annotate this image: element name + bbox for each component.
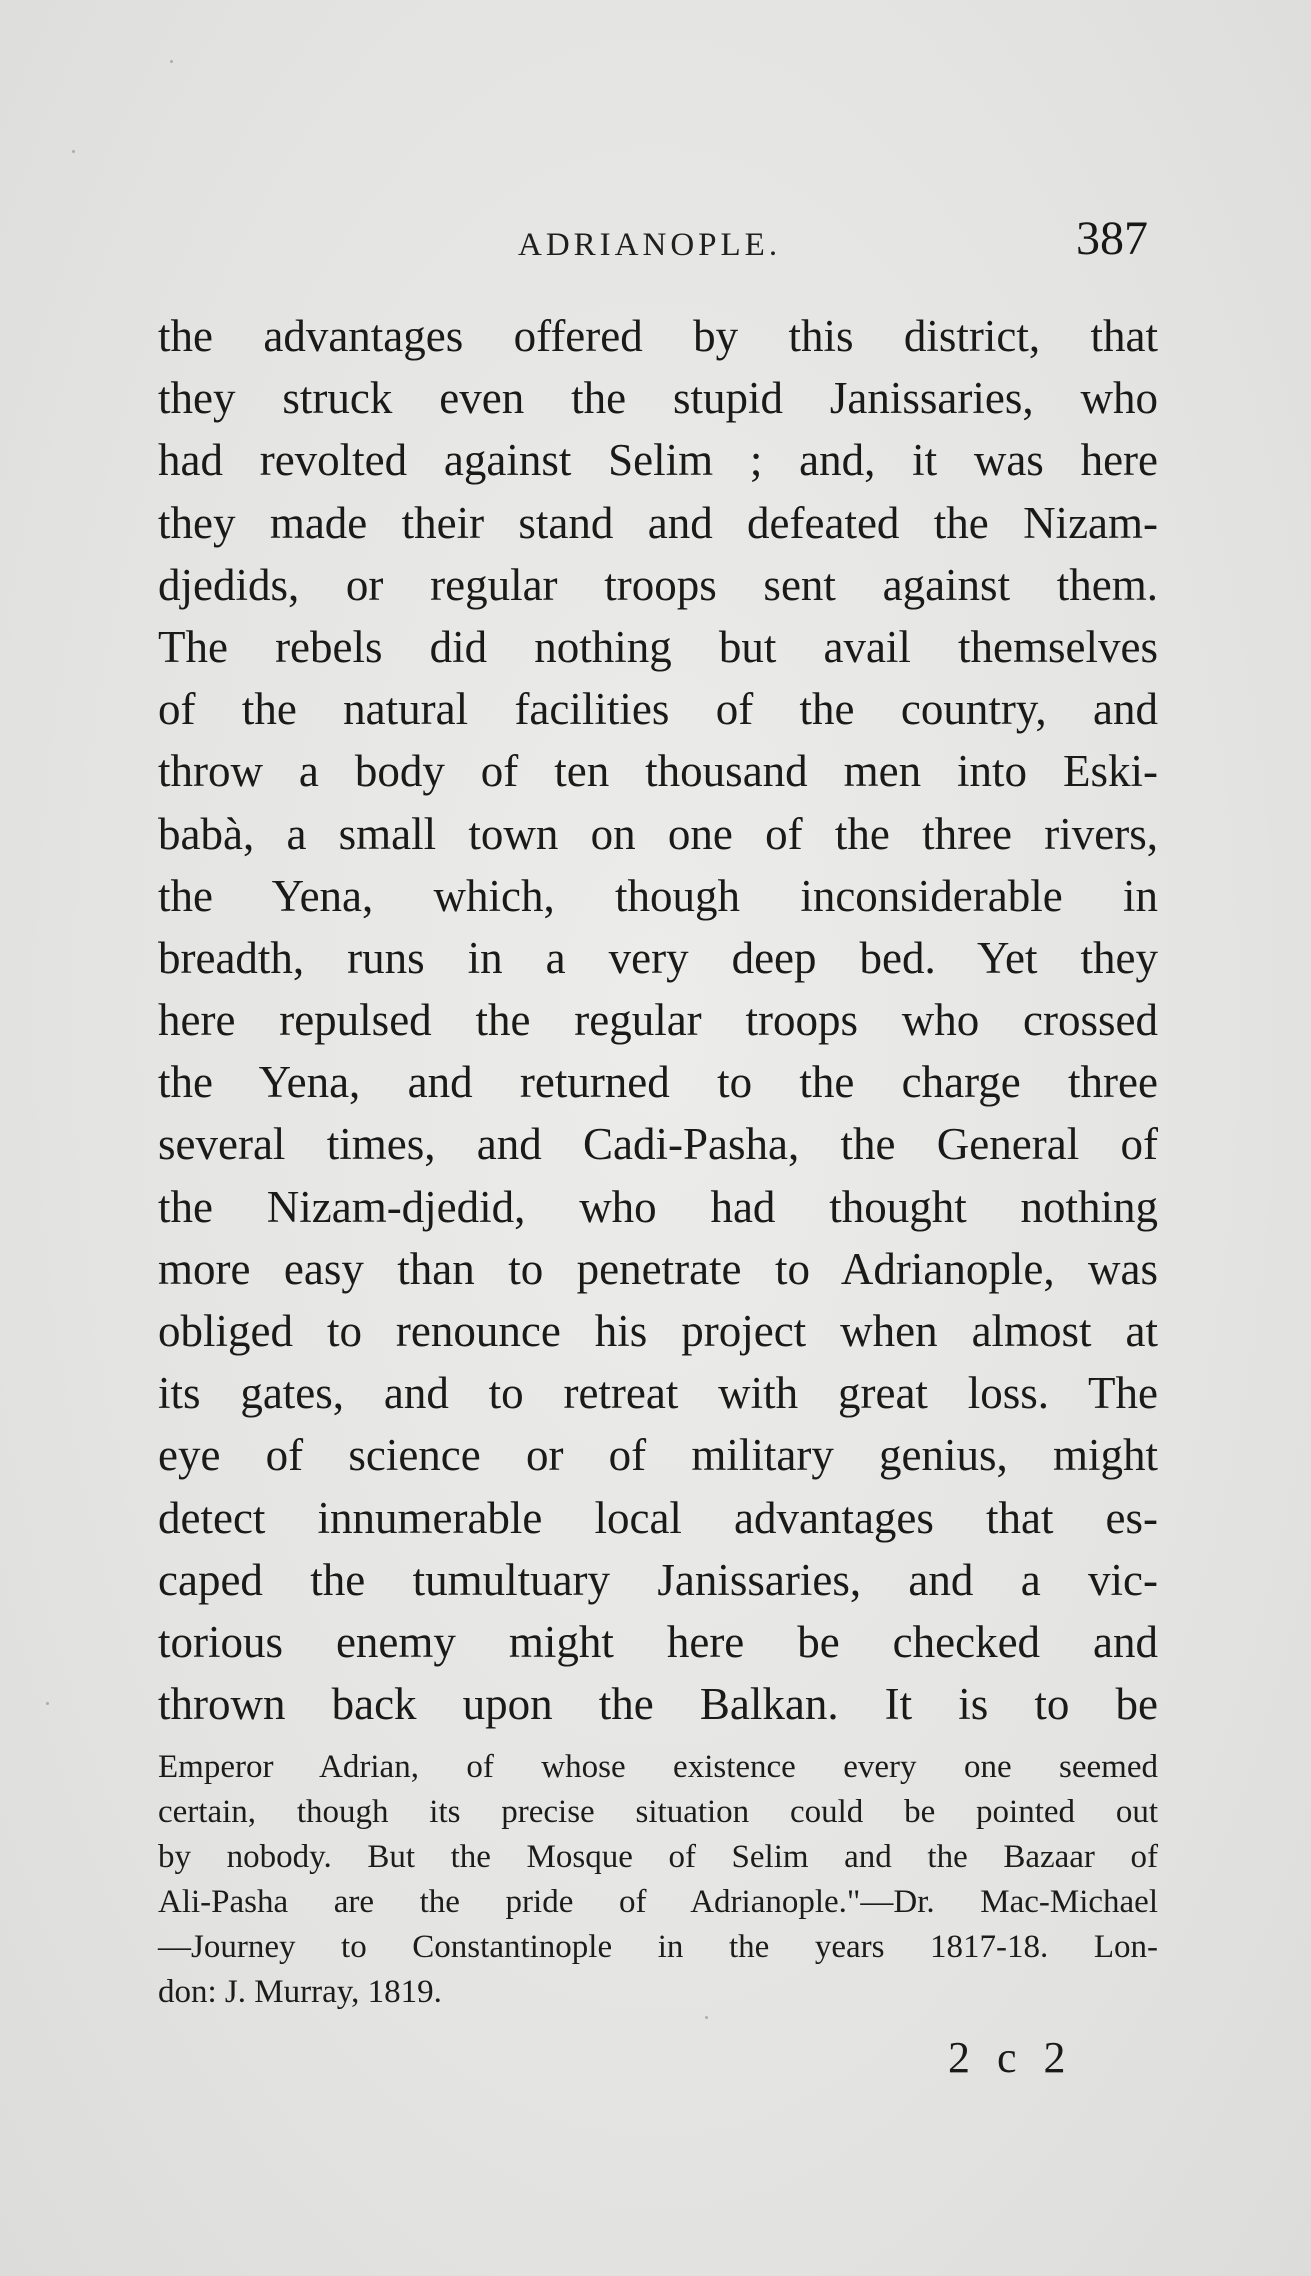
body-line: The rebels did nothing but avail themselves: [158, 621, 1158, 672]
body-line: the Yena, and returned to the charge three: [158, 1057, 1158, 1108]
footnote-line: certain, though its precise situation could be pointed out: [158, 1794, 1158, 1830]
body-line: several times, and Cadi-Pasha, the General of: [158, 1119, 1158, 1170]
body-line: of the natural facilities of the country, and: [158, 684, 1158, 735]
running-title: ADRIANOPLE.: [518, 227, 782, 263]
footnote-line: Emperor Adrian, of whose existence every one seemed: [158, 1749, 1158, 1785]
body-line: eye of science or of military genius, might: [158, 1430, 1158, 1481]
footnote-line: —Journey to Constantinople in the years 1817-18. Lon-: [158, 1929, 1158, 1965]
footnote: [158, 1745, 1158, 2015]
body-line: caped the tumultuary Janissaries, and a vic-: [158, 1554, 1158, 1605]
body-line: the advantages offered by this district, that: [158, 311, 1158, 361]
body-line: they made their stand and defeated the Nizam-: [158, 497, 1158, 548]
body-line: obliged to renounce his project when almost at: [158, 1306, 1158, 1356]
page-number: 387: [1076, 212, 1148, 265]
running-head: [0, 205, 1311, 275]
body-line: here repulsed the regular troops who crossed: [158, 995, 1158, 1046]
body-line: torious enemy might here be checked and: [158, 1616, 1158, 1667]
footnote-line: don: J. Murray, 1819.: [158, 1974, 442, 2010]
body-line: throw a body of ten thousand men into Eski-: [158, 746, 1158, 797]
body-line: breadth, runs in a very deep bed. Yet they: [158, 932, 1158, 983]
body-line: more easy than to penetrate to Adrianople, was: [158, 1243, 1158, 1294]
paper-speck: [46, 1702, 49, 1705]
body-line: had revolted against Selim ; and, it was here: [158, 435, 1158, 486]
body-line: djedids, or regular troops sent against them.: [158, 559, 1158, 610]
body-text: [158, 305, 1158, 1735]
signature-mark: 2 c 2: [948, 2033, 1074, 2082]
body-line: they struck even the stupid Janissaries, who: [158, 373, 1158, 424]
paper-speck: [72, 150, 75, 153]
body-line: the Yena, which, though inconsiderable in: [158, 870, 1158, 921]
body-line: its gates, and to retreat with great loss. The: [158, 1368, 1158, 1419]
body-line: thrown back upon the Balkan. It is to be: [158, 1679, 1158, 1730]
paper-speck: [705, 2016, 708, 2019]
paper-speck: [170, 60, 173, 63]
footnote-line: by nobody. But the Mosque of Selim and the Bazaar of: [158, 1839, 1158, 1875]
footnote-line: Ali-Pasha are the pride of Adrianople."—Dr. Mac-Michael: [158, 1884, 1158, 1920]
body-line: detect innumerable local advantages that es-: [158, 1492, 1158, 1543]
body-line: babà, a small town on one of the three rivers,: [158, 808, 1158, 859]
body-line: the Nizam-djedid, who had thought nothing: [158, 1181, 1158, 1232]
